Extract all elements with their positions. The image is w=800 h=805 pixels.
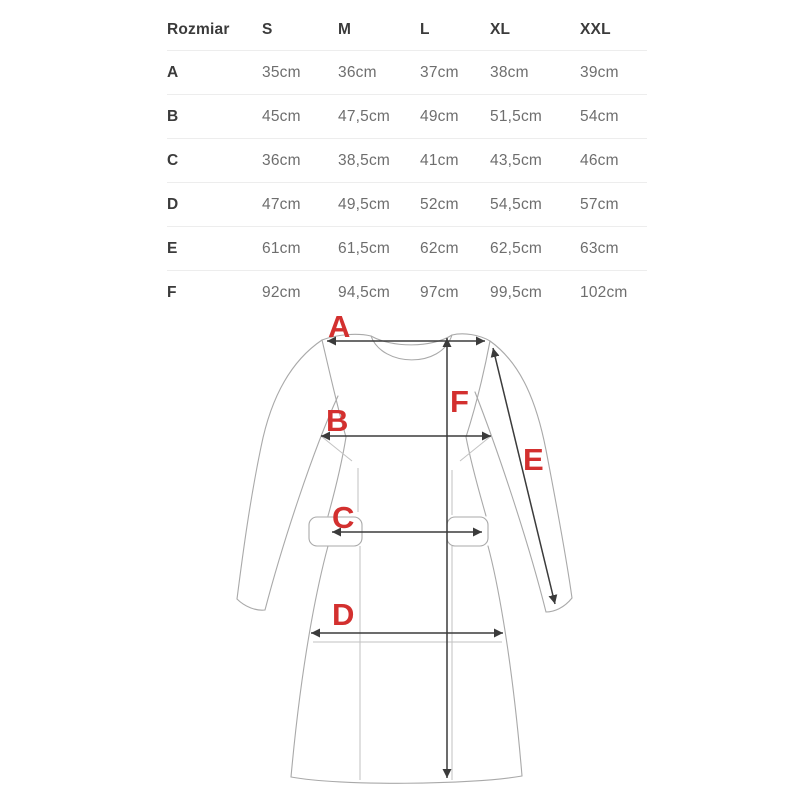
value-cell: 49cm [420,107,459,125]
value-cell: 94,5cm [338,283,391,301]
value-cell: 54cm [580,107,619,125]
size-table [167,9,647,314]
value-cell: 54,5cm [490,195,543,213]
value-cell: 37cm [420,63,459,81]
right-sleeve-inner [475,392,546,612]
value-cell: 51,5cm [490,107,543,125]
label-e: E [523,442,544,477]
value-cell: 62cm [420,239,459,257]
right-sleeve-cuff [546,598,572,612]
header-cell-l: L [420,20,430,38]
value-cell: 46cm [580,151,619,169]
row-label: B [167,107,179,125]
value-cell: 63cm [580,239,619,257]
row-label: A [167,63,179,81]
row-label: D [167,195,179,213]
row-label: F [167,283,177,301]
header-cell-xl: XL [490,20,511,38]
label-d: D [332,597,355,632]
value-cell: 52cm [420,195,459,213]
row-label: E [167,239,178,257]
header-cell-s: S [262,20,273,38]
value-cell: 62,5cm [490,239,543,257]
value-cell: 102cm [580,283,628,301]
value-cell: 36cm [338,63,377,81]
dress-outline [237,334,572,783]
value-cell: 97cm [420,283,459,301]
left-armhole-seam [321,436,352,461]
value-cell: 38,5cm [338,151,391,169]
value-cell: 92cm [262,283,301,301]
value-cell: 36cm [262,151,301,169]
dress-sketch-svg [0,300,800,800]
measurement-letters [326,309,544,632]
label-f: F [450,384,469,419]
right-skirt-side [488,546,522,776]
left-sleeve-cuff [237,599,265,610]
value-cell: 35cm [262,63,301,81]
table-row-a [167,51,647,95]
value-cell: 49,5cm [338,195,391,213]
value-cell: 38cm [490,63,529,81]
value-cell: 57cm [580,195,619,213]
header-cell-rozmiar: Rozmiar [167,20,230,38]
value-cell: 41cm [420,151,459,169]
table-row-b [167,95,647,139]
back-neck-curve [371,335,452,345]
table-header-row [167,9,647,51]
right-shoulder-line [452,334,490,341]
value-cell: 45cm [262,107,301,125]
row-label: C [167,151,179,169]
value-cell: 99,5cm [490,283,543,301]
hem-line [291,776,522,783]
left-skirt-side [291,546,328,777]
value-cell: 61,5cm [338,239,391,257]
header-cell-xxl: XXL [580,20,611,38]
table-row-e [167,227,647,271]
value-cell: 61cm [262,239,301,257]
right-armhole-seam [460,436,491,461]
value-cell: 43,5cm [490,151,543,169]
measurement-diagram [0,300,800,800]
label-b: B [326,403,349,438]
header-cell-m: M [338,20,352,38]
label-c: C [332,500,355,535]
value-cell: 47cm [262,195,301,213]
value-cell: 39cm [580,63,619,81]
right-armhole-side [466,341,490,516]
table-row-c [167,139,647,183]
front-neck-curve [371,335,452,360]
value-cell: 47,5cm [338,107,391,125]
label-a: A [328,309,351,344]
table-row-d [167,183,647,227]
